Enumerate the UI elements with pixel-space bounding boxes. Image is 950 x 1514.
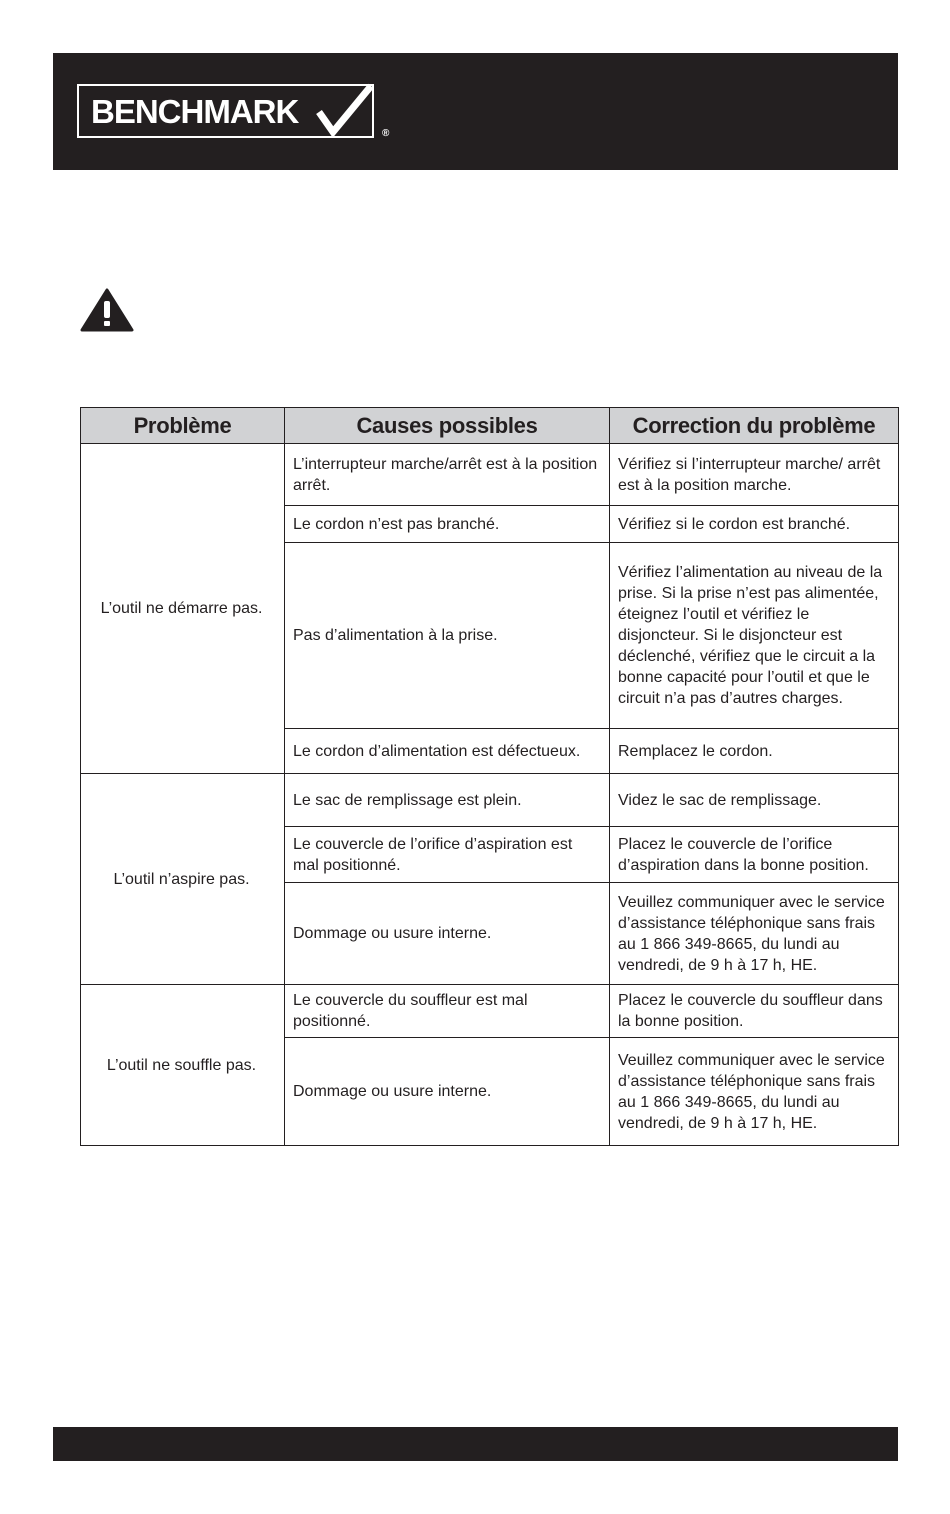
fix-cell: Placez le couvercle de l’orifice d’aspiration dans la bonne position. [610,827,899,883]
table-row [81,444,899,506]
fix-cell: Remplacez le cordon. [610,729,899,774]
fix-cell: Vérifiez si le cordon est branché. [610,506,899,543]
cause-cell: Le couvercle de l’orifice d’aspiration est mal positionné. [285,827,610,883]
cause-cell: L’interrupteur marche/arrêt est à la position arrêt. [285,444,610,506]
cause-cell: Le sac de remplissage est plein. [285,774,610,827]
footer-bar [53,1427,898,1461]
cause-cell: Le cordon n’est pas branché. [285,506,610,543]
table-row [81,774,899,827]
fix-cell: Veuillez communiquer avec le service d’assistance téléphonique sans frais au 1 866 349-8665, du lundi au vendredi, de 9 h à 17 h, HE. [610,1038,899,1146]
registered-mark: ® [382,128,390,139]
table-header-row [81,408,899,444]
problem-cell: L’outil n’aspire pas. [81,774,285,985]
fix-cell: Placez le couvercle du souffleur dans la bonne position. [610,985,899,1038]
cause-cell: Pas d’alimentation à la prise. [285,543,610,729]
header-bar [53,53,898,170]
warning-triangle-icon [80,287,134,333]
header-causes: Causes possibles [285,408,610,444]
fix-cell: Videz le sac de remplissage. [610,774,899,827]
cause-cell: Dommage ou usure interne. [285,1038,610,1146]
troubleshooting-table [80,407,899,1146]
table-row [81,985,899,1038]
fix-cell: Vérifiez si l’interrupteur marche/ arrêt est à la position marche. [610,444,899,506]
checkmark-icon [315,82,375,138]
fix-cell: Vérifiez l’alimentation au niveau de la prise. Si la prise n’est pas alimentée, éteignez l’outil et vérifiez le disjoncteur. Si le disjoncteur est déclenché, vérifiez que le circuit a la bonne capacité pour l’outil et que le circuit n’a pas d’autres charges. [610,543,899,729]
problem-cell: L’outil ne démarre pas. [81,444,285,774]
header-correction: Correction du problème [610,408,899,444]
header-problem: Problème [81,408,285,444]
benchmark-logo [77,84,374,138]
cause-cell: Le couvercle du souffleur est mal positionné. [285,985,610,1038]
fix-cell: Veuillez communiquer avec le service d’assistance téléphonique sans frais au 1 866 349-8665, du lundi au vendredi, de 9 h à 17 h, HE. [610,883,899,985]
cause-cell: Le cordon d’alimentation est défectueux. [285,729,610,774]
logo-text: BENCHMARK [91,93,299,130]
cause-cell: Dommage ou usure interne. [285,883,610,985]
problem-cell: L’outil ne souffle pas. [81,985,285,1146]
